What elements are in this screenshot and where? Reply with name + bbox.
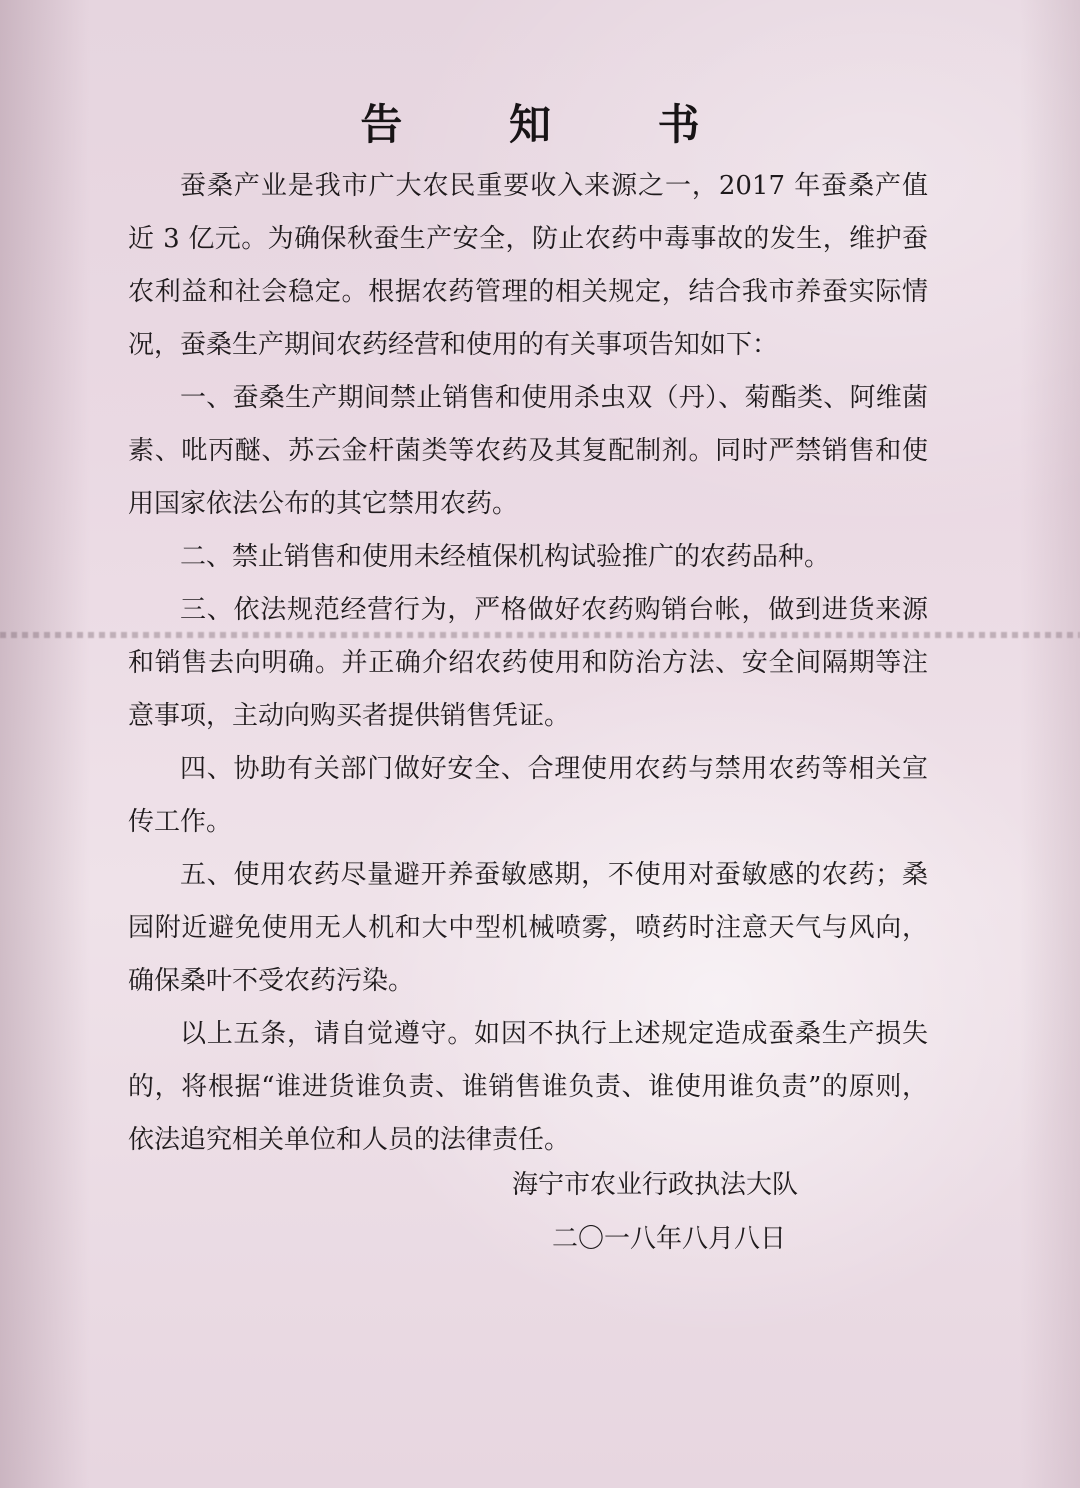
- closing-paragraph: 以上五条，请自觉遵守。如因不执行上述规定造成蚕桑生产损失的，将根据“谁进货谁负责、谁销售谁负责、谁使用谁负责”的原则，依法追究相关单位和人员的法律责任。: [128, 1019, 928, 1155]
- signature-organization: 海宁市农业行政执法大队: [512, 1170, 799, 1200]
- rule-3-paragraph: 三、依法规范经营行为，严格做好农药购销台帐，做到进货来源和销售去向明确。并正确介绍农药使用和防治方法、安全间隔期等注意事项，主动向购买者提供销售凭证。: [128, 595, 928, 731]
- signature-block: [512, 1158, 852, 1266]
- rule-4-paragraph: 四、协助有关部门做好安全、合理使用农药与禁用农药等相关宣传工作。: [128, 754, 928, 837]
- document-title: 告 知 书: [360, 100, 746, 149]
- rule-2-paragraph: 二、禁止销售和使用未经植保机构试验推广的农药品种。: [180, 542, 831, 572]
- signature-date: 二〇一八年八月八日: [552, 1224, 787, 1254]
- rule-5-paragraph: 五、使用农药尽量避开养蚕敏感期，不使用对蚕敏感的农药；桑园附近避免使用无人机和大中型机械喷雾，喷药时注意天气与风向，确保桑叶不受农药污染。: [128, 860, 928, 996]
- rule-1-paragraph: 一、蚕桑生产期间禁止销售和使用杀虫双（丹）、菊酯类、阿维菌素、吡丙醚、苏云金杆菌类等农药及其复配制剂。同时严禁销售和使用国家依法公布的其它禁用农药。: [128, 383, 928, 519]
- document-body: [128, 160, 928, 1167]
- intro-paragraph: 蚕桑产业是我市广大农民重要收入来源之一，2017 年蚕桑产值近 3 亿元。为确保秋蚕生产安全，防止农药中毒事故的发生，维护蚕农利益和社会稳定。根据农药管理的相关规定，结合我市养蚕实际情况，蚕桑生产期间农药经营和使用的有关事项告知如下：: [128, 171, 928, 360]
